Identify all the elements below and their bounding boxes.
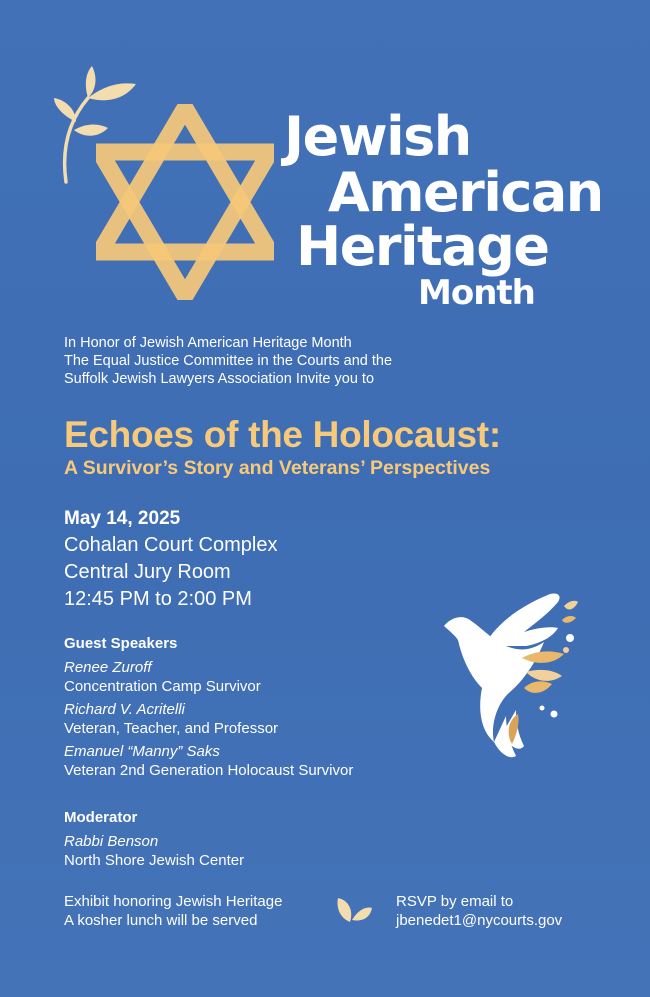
star-of-david-icon: [96, 104, 274, 300]
speaker-role: Veteran 2nd Generation Holocaust Survivor: [64, 762, 354, 779]
rsvp-info: [396, 892, 636, 930]
heading-heritage: Heritage: [296, 215, 549, 278]
heading: [280, 105, 620, 320]
rsvp-email[interactable]: jbenedet1@nycourts.gov: [396, 912, 563, 929]
leaf-pair-icon: [334, 892, 374, 926]
speaker-role: Concentration Camp Survivor: [64, 678, 261, 695]
dove-icon: [440, 584, 580, 764]
moderator-name: Rabbi Benson: [64, 833, 159, 850]
lunch-note: A kosher lunch will be served: [64, 912, 258, 929]
speaker-item: [64, 700, 464, 738]
guest-speakers: [64, 634, 464, 784]
speaker-name: Emanuel “Manny” Saks: [64, 743, 220, 760]
heading-jewish: Jewish: [284, 105, 471, 168]
speaker-item: [64, 658, 464, 696]
invite-line: Suffolk Jewish Lawyers Association Invite you to: [64, 371, 375, 387]
event-room: Central Jury Room: [64, 561, 231, 583]
event-details: [64, 506, 424, 613]
speaker-item: [64, 742, 464, 780]
moderator-org: North Shore Jewish Center: [64, 852, 245, 869]
moderator-label: Moderator: [64, 809, 138, 826]
speakers-label: Guest Speakers: [64, 635, 178, 652]
speaker-role: Veteran, Teacher, and Professor: [64, 720, 279, 737]
heading-month: Month: [418, 273, 535, 313]
footer-info: [64, 892, 334, 930]
event-title-main: Echoes of the Holocaust:: [64, 414, 501, 455]
event-subtitle: A Survivor’s Story and Veterans’ Perspectives: [64, 457, 491, 479]
event-title: [64, 414, 624, 480]
invite-line: The Equal Justice Committee in the Courts and the: [64, 353, 393, 369]
event-venue: Cohalan Court Complex: [64, 534, 278, 556]
speaker-name: Richard V. Acritelli: [64, 701, 185, 718]
event-date: May 14, 2025: [64, 508, 181, 529]
invite-line: In Honor of Jewish American Heritage Month: [64, 335, 352, 351]
invitation-text: [64, 334, 484, 388]
exhibit-note: Exhibit honoring Jewish Heritage: [64, 893, 283, 910]
speaker-name: Renee Zuroff: [64, 659, 152, 676]
heading-american: American: [328, 161, 603, 224]
moderator-section: [64, 808, 464, 870]
rsvp-label: RSVP by email to: [396, 893, 514, 910]
event-time: 12:45 PM to 2:00 PM: [64, 588, 252, 610]
